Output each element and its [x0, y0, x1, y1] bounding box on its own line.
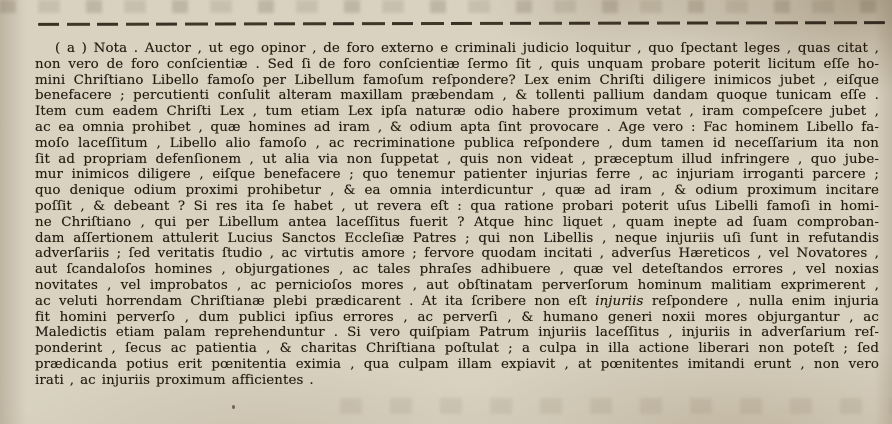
- text-line: ac ea omnia prohibet , quæ homines ad iram , & odium apta ſint provocare . Age vero : Fac hominem Libello fa-: [35, 119, 879, 135]
- text-line: non vero de foro conſcientiæ . Sed ſi de foro conſcientiæ ſermo ſit , quis unquam probare poterit licitum eſſe ho-: [35, 56, 879, 72]
- text-line: fit homini perverſo , dum publici ipſius errores , ac perverſi , & humano generi noxii mores objurgantur , ac: [35, 309, 879, 325]
- text-line: dam aſſertionem attulerit Lucius Sanctos Eccleſiæ Patres ; qui non Libellis , neque injuriis uſi ſunt in refutandis: [35, 230, 879, 246]
- text-line: ſit ad propriam defenſionem , ut alia via non ſuppetat , quis non videat , præceptum illud infringere , quo jube-: [35, 151, 879, 167]
- text-line: Maledictis etiam palam reprehenduntur . Si vero quiſpiam Patrum injuriis laceſſitus , injuriis in adverſarium reſ-: [35, 325, 879, 341]
- text-line: ac veluti horrendam Chriſtianæ plebi prædicarent . At ita ſcribere non eſt injuriis reſpondere , nulla enim injuria: [35, 293, 879, 309]
- footnote-separator-rule: [38, 21, 885, 26]
- text-line: ( a ) Nota . Auctor , ut ego opinor , de foro externo e criminali judicio loquitur , quo ſpectant leges , quas citat ,: [55, 41, 879, 56]
- text-line: novitates , vel improbatos , ac pernicioſos mores , aut obſtinatam perverſorum hominum malitiam exprimerent ,: [35, 277, 879, 293]
- text-line: ne Chriſtiano , qui per Libellum antea laceſſitus fuerit ? Atque hinc liquet , quam inepte ad ſuam comproban-: [35, 214, 879, 230]
- text-line: mur inimicos diligere , eiſque benefacere ; quo tenemur patienter injurias ferre , ac injuriam irroganti parcere ;: [35, 167, 879, 183]
- footnote-paragraph: [35, 41, 879, 389]
- text-line: benefacere ; percutienti conſulit alteram maxillam præbendam , & tollenti pallium dandam quoque tunicam eſſe .: [35, 88, 879, 104]
- text-line: poſſit , & debeant ? Si res ita ſe habet , ut revera eſt : qua ratione probari poterit uſus Libelli famoſi in homi-: [35, 198, 879, 214]
- text-line: moſo laceſſitum , Libello alio famoſo , ac recriminatione publica reſpondere , dum tamen id neceſſarium ita non: [35, 135, 879, 151]
- bleed-through-bottom-marks: [340, 398, 892, 414]
- text-line: mini Chriſtiano Libello famoſo per Libellum famoſum reſpondere? Lex enim Chriſti diligere inimicos jubet , eiſque: [35, 72, 879, 88]
- text-line: prædicanda potius erit pœnitentia eximia , qua culpam illam expiavit , at pœnitentes imitandi erunt , non vero: [35, 356, 879, 372]
- text-line: quo denique odium proximi prohibetur , & ea omnia interdicuntur , quæ ad iram , & odium proximum incitare: [35, 183, 879, 199]
- text-line: Item cum eadem Chriſti Lex , tum etiam Lex ipſa naturæ odio habere proximum vetat , iram compeſcere jubet ,: [35, 104, 879, 120]
- bleed-through-top-marks: [0, 0, 892, 13]
- text-line: adverſariis ; ſed veritatis ſtudio , ac virtutis amore ; fervore quodam incitati , adverſus Hæreticos , vel Novatores ,: [35, 246, 879, 262]
- text-line: irati , ac injuriis proximum afficientes .: [35, 372, 314, 388]
- text-line: ponderint , ſecus ac patientia , & charitas Chriſtiana poſtulat ; a culpa in illa actione liberari non poteſt ; ſed: [35, 341, 879, 357]
- text-line: aut ſcandaloſos homines , objurgationes , ac tales phraſes adhibuere , quæ vel deteſtandos errores , vel noxias: [35, 262, 879, 278]
- ink-speck: [232, 405, 235, 409]
